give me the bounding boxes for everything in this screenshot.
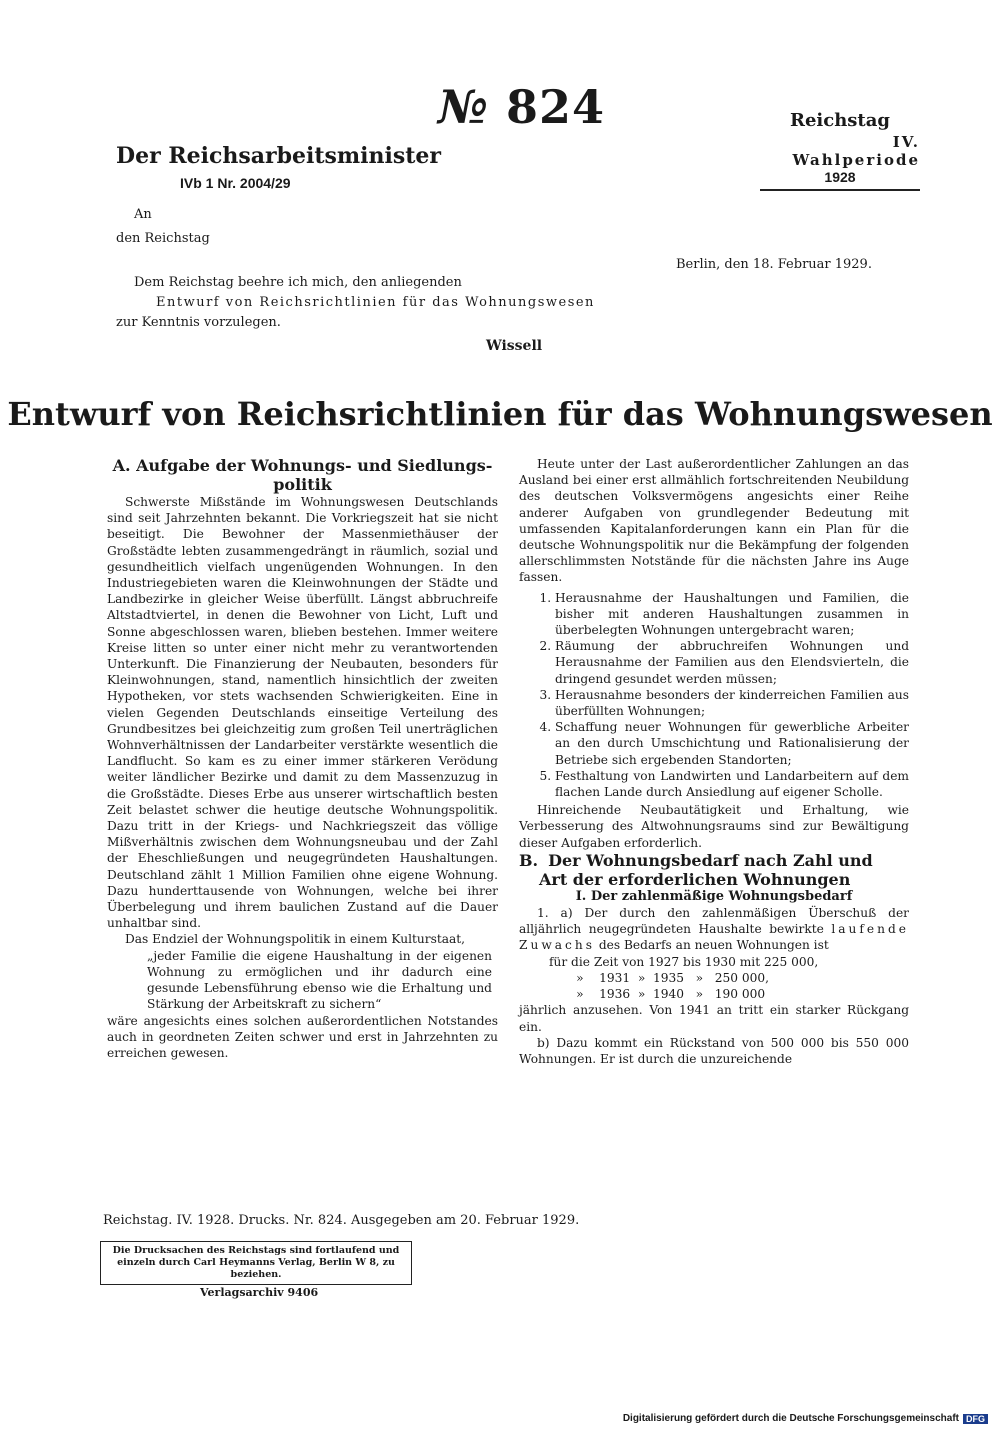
subsection-i-heading: I. Der zahlenmäßige Wohnungsbedarf bbox=[575, 888, 853, 904]
section-a-heading: A. Aufgabe der Wohnungs- und Siedlungs-politik bbox=[112, 456, 493, 494]
paragraph: Hinreichende Neubautätigkeit und Erhaltung, wie Verbesserung des Altwohnungsraums sind zur Bewältigung dieser Aufgaben erforderlich. bbox=[519, 803, 909, 850]
paragraph bbox=[519, 905, 909, 954]
dfg-credit bbox=[623, 1413, 988, 1424]
paragraph: Das Endziel der Wohnungspolitik in einem Kulturstaat, bbox=[125, 932, 466, 947]
section-b-line-1: Der Wohnungsbedarf nach Zahl und bbox=[548, 850, 873, 870]
signature: Wissell bbox=[486, 338, 543, 354]
figure-row: für die Zeit von 1927 bis 1930 mit 225 000, bbox=[549, 954, 819, 969]
archive-number: Verlagsarchiv 9406 bbox=[200, 1286, 319, 1299]
number-value: 824 bbox=[506, 80, 606, 134]
paragraph: Schwerste Mißstände im Wohnungswesen Deutschlands sind seit Jahrzehnten bekannt. Die Vorkriegszeit hat sie nicht beseitigt. Die Bewohner der Massenmiethäuser der Großstädte lebten zusammengedrängt in räumlich, sozial und gesundheitlich vielfach ungenügenden Wohnungen. In den Industriegebieten waren die Kleinwohnungen der Städte und Landbezirke in gleicher Weise überfüllt. Längst abbruchreife Altstadtviertel, in denen die Bewohner von Licht, Luft und Sonne abgeschlossen waren, blieben bestehen. Immer weitere Kreise litten so unter einer nicht mehr zu verantwortenden Unterkunft. Die Finanzierung der Neubauten, besonders für Kleinwohnungen, stand, namentlich hinsichtlich der zweiten Hypotheken, vor stets wachsenden Schwierigkeiten. Eine in vielen Gegenden Deutschlands einseitige Verteilung des Grundbesitzes bei gleichzeitig zum großen Teil unerträglichen Wohnverhältnissen der Landarbeiter verstärkte wesentlich die Landflucht. So kam es zu einer immer stärkeren Verödung weiter ländlicher Bezirke und damit zu dem Massenzuzug in die Großstädte. Dieses Erbe aus unserer wirtschaftlich besten Zeit belastet schwer die heutige deutsche Wohnungspolitik. Dazu tritt in der Kriegs- und Nachkriegszeit das völlige Mißverhältnis zwischen dem Wohnungsneubau und der Zahl der Eheschließungen und neugegründeten Haushaltungen. Deutschland zählt 1 Million Familien ohne eigene Wohnung. Dazu hunderttausende von Wohnungen, welche bei ihrer Überbelegung und ihrem baulichen Zustand auf die Dauer unhaltbar sind. bbox=[107, 495, 498, 931]
quote-text: „jeder Familie die eigene Haushaltung in der eigenen Wohnung zu ermöglichen und ihr dadurch eine gesunde Lebensführung ebenso wie die Erhaltung und Stärkung der Arbeitskraft zu sichern“ bbox=[147, 948, 492, 1012]
paragraph: Heute unter der Last außerordentlicher Zahlungen an das Ausland bei einer erst allmählich fortschreitenden Neubildung des deutschen Volksvermögens angesichts einer Reihe anderer Aufgaben von grundlegender Bedeutung mit umfassenden Kapitalanforderungen kann ein Plan für die deutsche Wohnungspolitik nur die Bekämpfung der folgenden allerschlimmsten Notstände für die nächsten Jahre ins Auge fassen. bbox=[519, 457, 909, 585]
year-label: 1928 bbox=[824, 169, 856, 185]
paragraph: wäre angesichts eines solchen außerordentlichen Notstandes auch in geordneten Zeiten schwer und erst in Jahrzehnten zu erreichen gewesen. bbox=[107, 1013, 498, 1060]
publisher-box: Die Drucksachen des Reichstags sind fortlaufend und einzeln durch Carl Heymanns Verlag, Berlin W 8, zu beziehen. bbox=[100, 1241, 412, 1285]
section-b-label: B. bbox=[519, 850, 539, 870]
letter-line-3: zur Kenntnis vorzulegen. bbox=[116, 315, 281, 330]
figure-row: » 1931 » 1935 » 250 000, bbox=[549, 970, 770, 985]
address-an: An bbox=[134, 207, 152, 222]
reichstag-header bbox=[760, 110, 920, 191]
header-rule bbox=[760, 189, 920, 191]
main-title: Entwurf von Reichsrichtlinien für das Wohnungswesen bbox=[7, 395, 993, 433]
reference-number: IVb 1 Nr. 2004/29 bbox=[180, 175, 291, 191]
list-item: 1. Herausnahme der Haushaltungen und Familien, die bisher mit anderen Haushaltungen zusammen in überbelegten Wohnungen untergebracht waren; bbox=[555, 590, 909, 639]
figure-row: » 1936 » 1940 » 190 000 bbox=[549, 987, 766, 1002]
document-number bbox=[438, 80, 605, 134]
quote-block bbox=[107, 948, 498, 1013]
dateline: Berlin, den 18. Februar 1929. bbox=[676, 257, 872, 272]
list-item: 3. Herausnahme besonders der kinderreichen Familien aus überfüllten Wohnungen; bbox=[555, 687, 909, 719]
section-b-heading bbox=[519, 851, 909, 889]
dfg-note: Digitalisierung gefördert durch die Deutsche Forschungsgemeinschaft bbox=[622, 1413, 959, 1424]
list-item: 2. Räumung der abbruchreifen Wohnungen und Herausnahme der Familien aus den Elendsvierteln, die dringend gesundet werden müssen; bbox=[555, 638, 909, 687]
address-recipient: den Reichstag bbox=[116, 231, 210, 246]
measures-list bbox=[519, 590, 909, 801]
paragraph: jährlich anzusehen. Von 1941 an tritt ein starker Rückgang ein. bbox=[519, 1003, 909, 1034]
list-item: 4. Schaffung neuer Wohnungen für gewerbliche Arbeiter an den durch Umschichtung und Rationalisierung der Betriebe sich ergebenden Standorten; bbox=[555, 719, 909, 768]
right-column bbox=[519, 456, 909, 1067]
figures-table bbox=[519, 954, 909, 1003]
spaced-text: laufende Zuwachs bbox=[519, 922, 909, 953]
cover-letter bbox=[116, 273, 656, 333]
wahlperiode-label: IV. Wahlperiode bbox=[792, 133, 920, 169]
text: des Bedarfs an neuen Wohnungen ist bbox=[598, 938, 829, 953]
footer-line: Reichstag. IV. 1928. Drucks. Nr. 824. Ausgegeben am 20. Februar 1929. bbox=[103, 1213, 580, 1228]
minister-title: Der Reichsarbeitsminister bbox=[116, 143, 441, 169]
reichstag-label: Reichstag bbox=[790, 110, 890, 131]
left-column bbox=[107, 456, 498, 1061]
dfg-logo: DFG bbox=[963, 1414, 988, 1424]
text: 1. a) Der durch den zahlenmäßigen Überschuß der alljährlich neugegründeten Haushalte bewirkte bbox=[519, 906, 909, 937]
list-item: 5. Festhaltung von Landwirten und Landarbeitern auf dem flachen Lande durch Ansiedlung auf eigener Scholle. bbox=[555, 768, 909, 800]
paragraph: b) Dazu kommt ein Rückstand von 500 000 bis 550 000 Wohnungen. Er ist durch die unzureichende bbox=[519, 1035, 909, 1066]
letter-line-2: Entwurf von Reichsrichtlinien für das Wohnungswesen bbox=[156, 295, 595, 310]
number-symbol: № bbox=[438, 80, 489, 134]
section-b-line-2: Art der erforderlichen Wohnungen bbox=[539, 869, 851, 889]
letter-line-1: Dem Reichstag beehre ich mich, den anliegenden bbox=[134, 275, 462, 290]
